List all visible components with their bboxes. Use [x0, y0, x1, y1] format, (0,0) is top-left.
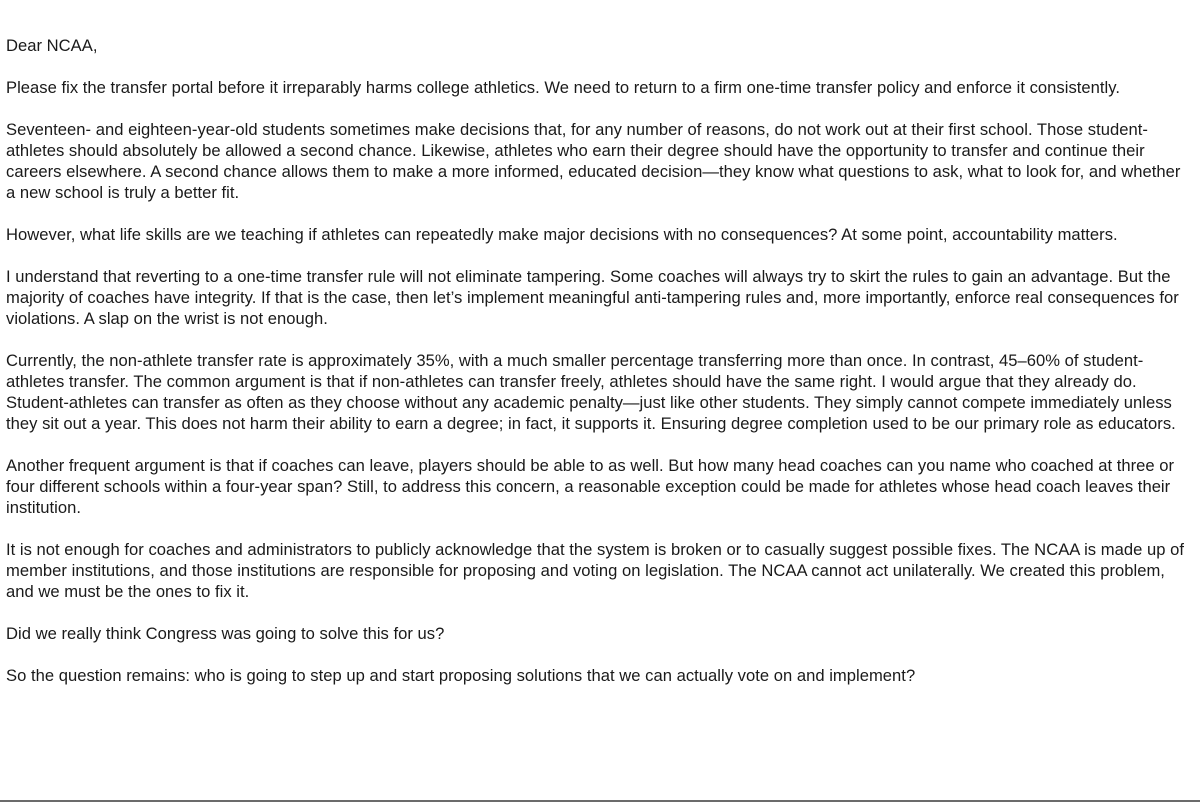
paragraph: Please fix the transfer portal before it irreparably harms college athletics. We need to return to a firm one-time transfer policy and enforce it consistently. — [6, 78, 1120, 97]
salutation: Dear NCAA, — [6, 36, 98, 55]
paragraph: However, what life skills are we teaching if athletes can repeatedly make major decisions with no consequences? At some point, accountability matters. — [6, 225, 1118, 244]
paragraph: So the question remains: who is going to step up and start proposing solutions that we can actually vote on and implement? — [6, 666, 916, 685]
letter-body — [6, 35, 1186, 707]
paragraph: Did we really think Congress was going to solve this for us? — [6, 624, 445, 643]
paragraph: I understand that reverting to a one-time transfer rule will not eliminate tampering. Some coaches will always try to skirt the rules to gain an advantage. But the majority of coaches have integrity. If that is the case, then let’s implement meaningful anti-tampering rules and, more importantly, enforce real consequences for violations. A slap on the wrist is not enough. — [6, 267, 1179, 328]
paragraph: Currently, the non-athlete transfer rate is approximately 35%, with a much smaller percentage transferring more than once. In contrast, 45–60% of student-athletes transfer. The common argument is that if non-athletes can transfer freely, athletes should have the same right. I would argue that they already do. Student-athletes can transfer as often as they choose without any academic penalty—just like other students. They simply cannot compete immediately unless they sit out a year. This does not harm their ability to earn a degree; in fact, it supports it. Ensuring degree completion used to be our primary role as educators. — [6, 351, 1176, 433]
paragraph: It is not enough for coaches and administrators to publicly acknowledge that the system is broken or to casually suggest possible fixes. The NCAA is made up of member institutions, and those institutions are responsible for proposing and voting on legislation. The NCAA cannot act unilaterally. We created this problem, and we must be the ones to fix it. — [6, 540, 1184, 601]
paragraph: Seventeen- and eighteen-year-old students sometimes make decisions that, for any number of reasons, do not work out at their first school. Those student-athletes should absolutely be allowed a second chance. Likewise, athletes who earn their degree should have the opportunity to transfer and continue their careers elsewhere. A second chance allows them to make a more informed, educated decision—they know what questions to ask, what to look for, and whether a new school is truly a better fit. — [6, 120, 1181, 202]
paragraph: Another frequent argument is that if coaches can leave, players should be able to as well. But how many head coaches can you name who coached at three or four different schools within a four-year span? Still, to address this concern, a reasonable exception could be made for athletes whose head coach leaves their institution. — [6, 456, 1175, 517]
